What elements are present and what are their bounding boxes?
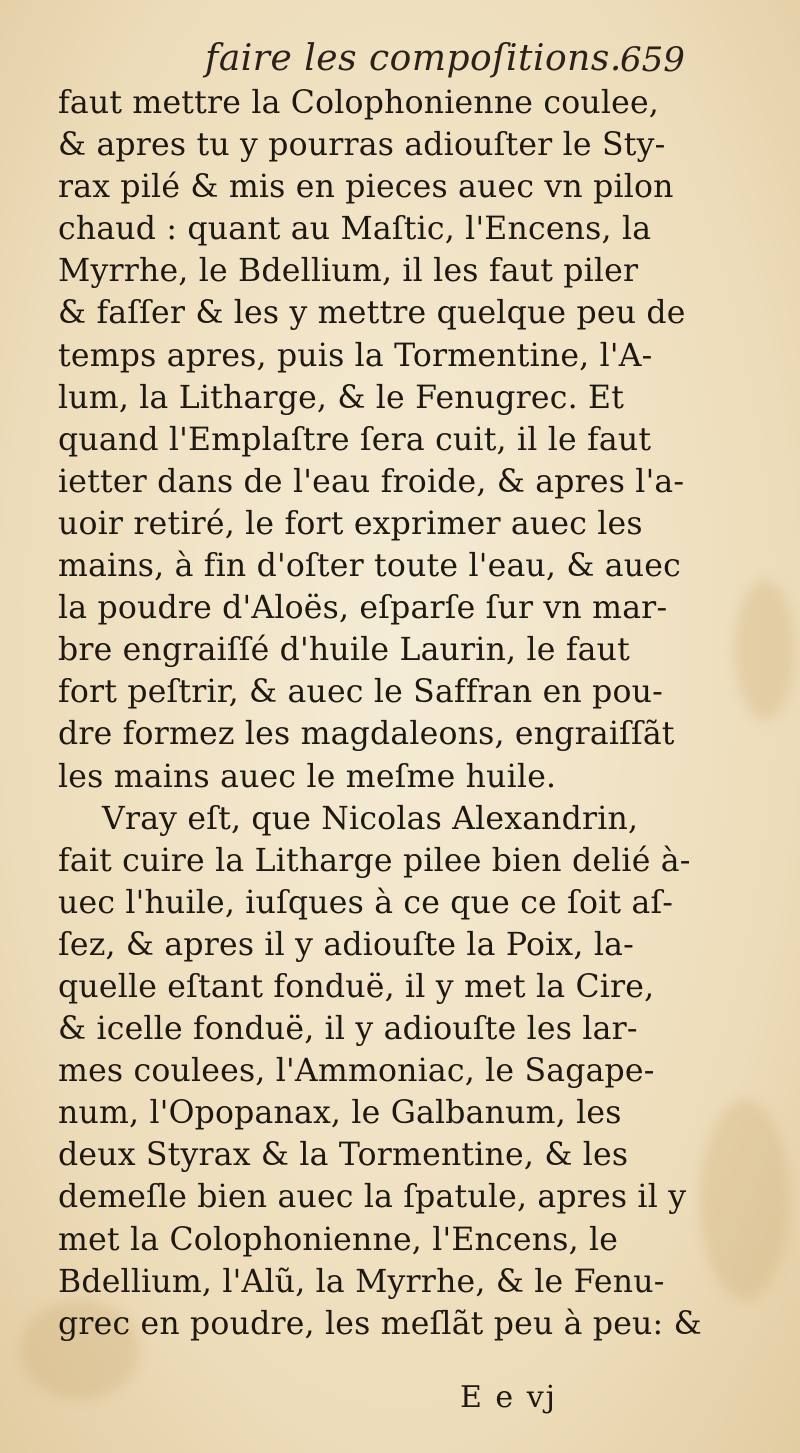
- text-line: chaud : quant au Maſtic, l'Encens, la: [58, 211, 652, 248]
- text-line: la poudre d'Aloës, eſparſe ſur vn mar-: [58, 590, 668, 627]
- text-line: rax pilé & mis en pieces auec vn pilon: [58, 169, 674, 206]
- text-line: dre formez les magdaleons, engraiſſãt: [58, 716, 675, 753]
- text-line: met la Colophonienne, l'Encens, le: [58, 1221, 619, 1258]
- text-line: mains, à fin d'oſter toute l'eau, & auec: [58, 548, 681, 585]
- text-line: Bdellium, l'Alũ, la Myrrhe, & le Fenu-: [58, 1263, 665, 1300]
- text-line: temps apres, puis la Tormentine, l'A-: [58, 337, 653, 374]
- text-line: uec l'huile, iuſques à ce que ce ſoit aſ-: [58, 884, 674, 921]
- page-header: [0, 38, 800, 86]
- text-line: lum, la Litharge, & le Fenugrec. Et: [58, 379, 625, 416]
- body-text: [58, 82, 758, 1345]
- text-line: ietter dans de l'eau froide, & apres l'a-: [58, 463, 685, 500]
- text-line: & faſſer & les y mettre quelque peu de: [58, 295, 686, 332]
- paragraph-start-line: Vray eſt, que Nicolas Alexandrin,: [102, 800, 639, 837]
- text-line: & icelle fonduë, il y adiouſte les lar-: [58, 1011, 638, 1048]
- text-line: fort peſtrir, & auec le Saffran en pou-: [58, 674, 663, 711]
- text-line: & apres tu y pourras adiouſter le Sty-: [58, 127, 666, 164]
- text-line: ſez, & apres il y adiouſte la Poix, la-: [58, 926, 634, 963]
- text-line: demeſle bien auec la ſpatule, apres il y: [58, 1179, 687, 1216]
- text-line: les mains auec le meſme huile.: [58, 758, 557, 795]
- text-line: grec en poudre, les meſlãt peu à peu: &: [58, 1305, 702, 1342]
- text-line: uoir retiré, le fort exprimer auec les: [58, 505, 643, 542]
- page-number: 659: [620, 40, 685, 80]
- signature-mark: E e vj: [460, 1380, 557, 1415]
- text-line: num, l'Opopanax, le Galbanum, les: [58, 1095, 622, 1132]
- text-line: deux Styrax & la Tormentine, & les: [58, 1137, 629, 1174]
- text-line: Myrrhe, le Bdellium, il les faut piler: [58, 253, 639, 290]
- text-line: quand l'Emplaſtre ſera cuit, il le faut: [58, 421, 652, 458]
- text-line: faut mettre la Colophonienne coulee,: [58, 85, 660, 121]
- running-title: faire les compoſitions.: [205, 38, 622, 79]
- text-line: bre engraiſſé d'huile Laurin, le faut: [58, 632, 631, 669]
- text-line: quelle eſtant fonduë, il y met la Cire,: [58, 968, 655, 1005]
- text-line: fait cuire la Litharge pilee bien delié à-: [58, 842, 691, 879]
- text-line: mes coulees, l'Ammoniac, le Sagape-: [58, 1053, 655, 1090]
